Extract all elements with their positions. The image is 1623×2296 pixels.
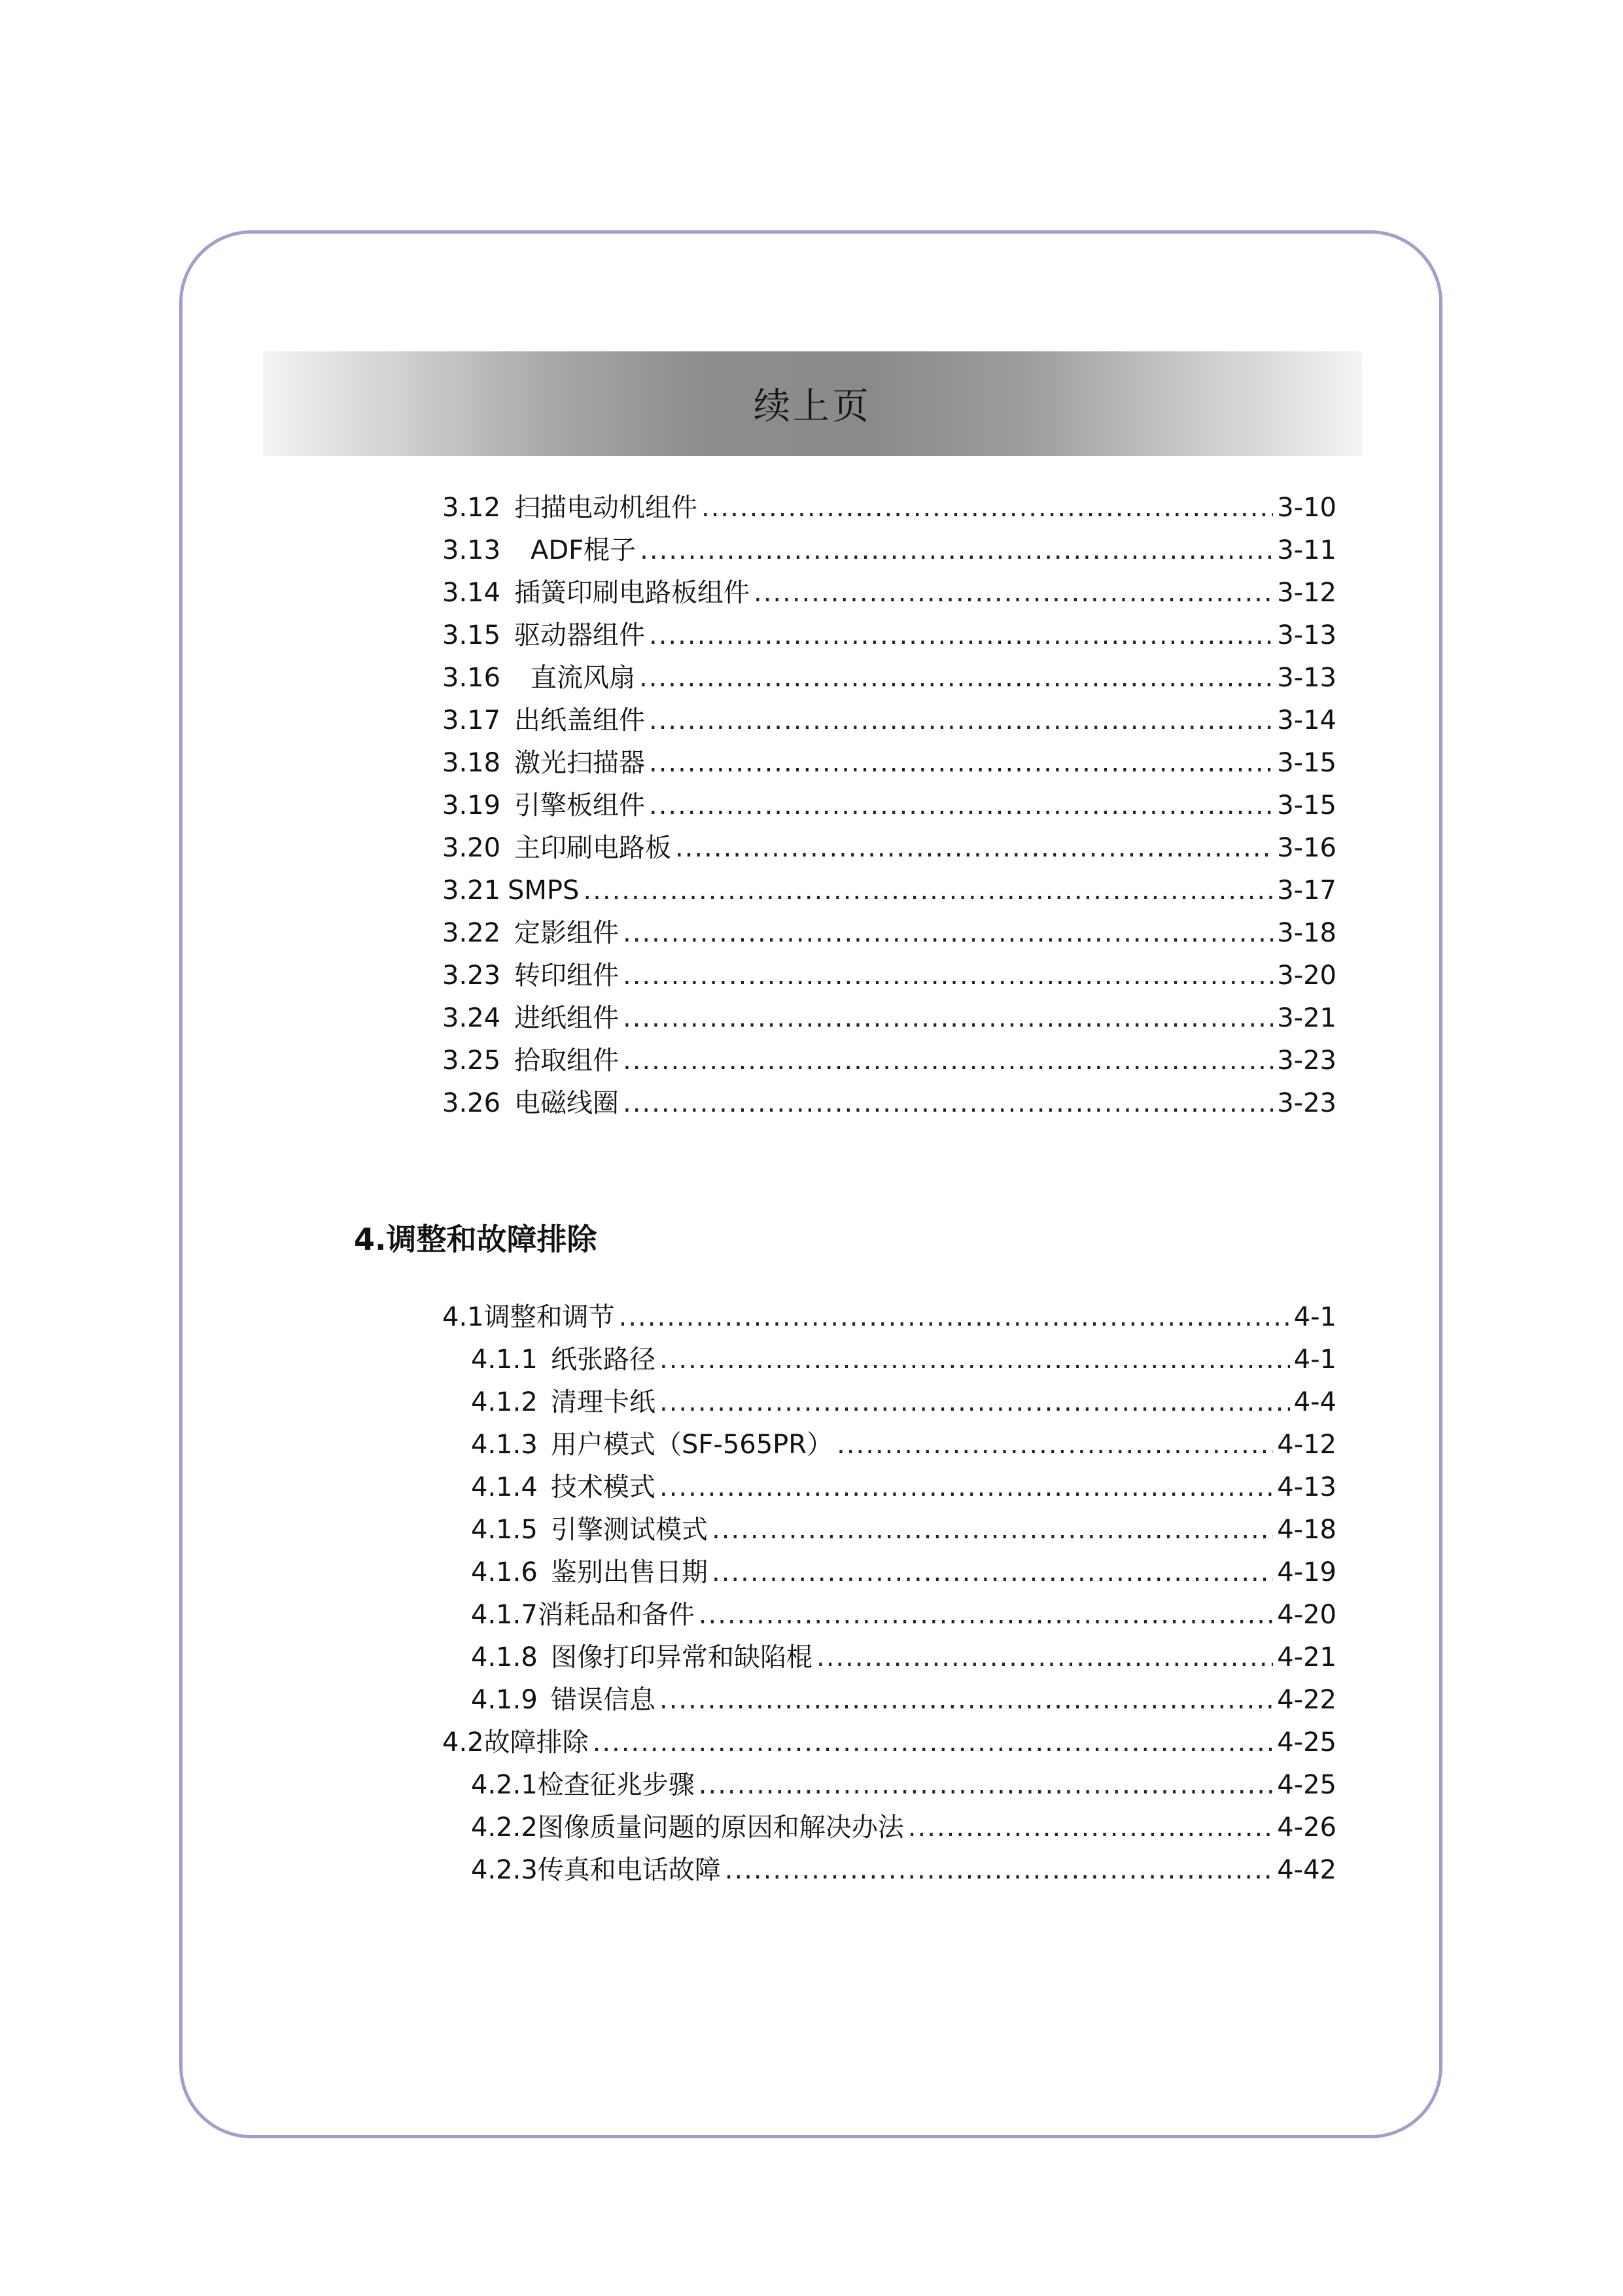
- toc-entry-title: 驱动器组件: [514, 620, 645, 650]
- toc-entry-number: 3.19: [442, 790, 501, 821]
- toc-entry-title: 出纸盖组件: [514, 705, 645, 735]
- toc-entry-number: 4.2.3: [471, 1855, 538, 1885]
- toc-entry-number: 4.1.7: [471, 1600, 538, 1630]
- toc-entry-page: 3-18: [1277, 918, 1336, 948]
- dot-leader: [593, 1723, 1274, 1762]
- toc-entry-title: 鉴别出售日期: [551, 1557, 708, 1587]
- toc-entry-title: 拾取组件: [514, 1046, 619, 1076]
- toc-entry-title: 引擎板组件: [514, 790, 645, 821]
- toc-entry-title: 直流风扇: [531, 663, 635, 693]
- toc-entry[interactable]: [442, 871, 1336, 910]
- toc-entry[interactable]: [442, 1723, 1336, 1762]
- toc-entry-number: 4.1.5: [471, 1515, 538, 1545]
- dot-leader: [701, 488, 1273, 527]
- toc-entry-number: 3.14: [442, 578, 501, 608]
- toc-entry-number: 3.20: [442, 833, 501, 863]
- toc-entry-page: 4-13: [1277, 1472, 1336, 1502]
- toc-entry-page: 3-12: [1277, 578, 1336, 608]
- dot-leader: [623, 998, 1273, 1038]
- toc-entry[interactable]: [442, 956, 1336, 995]
- toc-entry[interactable]: [471, 1510, 1336, 1549]
- toc-entry-title: 技术模式: [551, 1472, 655, 1502]
- toc-entry-number: 4.2: [442, 1727, 484, 1757]
- toc-entry-number: 4.1.2: [471, 1387, 538, 1417]
- dot-leader: [725, 1850, 1273, 1890]
- dot-leader: [908, 1808, 1273, 1847]
- toc-entry-number: 3.24: [442, 1003, 501, 1033]
- toc-entry-title: 传真和电话故障: [537, 1855, 721, 1885]
- toc-entry-title: 进纸组件: [514, 1003, 619, 1033]
- toc-entry-title: ADF棍子: [531, 535, 637, 565]
- toc-entry-title: 用户模式（SF-565PR）: [551, 1430, 833, 1460]
- toc-entry-page: 4-42: [1277, 1855, 1336, 1885]
- toc-entry-title: 清理卡纸: [551, 1387, 655, 1417]
- toc-entry-number: 3.17: [442, 705, 501, 735]
- toc-entry-page: 4-20: [1277, 1600, 1336, 1630]
- toc-entry-number: 3.13: [442, 535, 501, 565]
- toc-entry[interactable]: [442, 1298, 1336, 1337]
- banner-title: 续上页: [754, 385, 871, 428]
- dot-leader: [640, 531, 1273, 570]
- toc-entry-number: 3.22: [442, 918, 501, 948]
- toc-entry-title: 错误信息: [551, 1685, 655, 1715]
- toc-entry-page: 3-23: [1277, 1088, 1336, 1118]
- toc-entry[interactable]: [442, 998, 1336, 1038]
- toc-entry-number: 4.1.3: [471, 1430, 538, 1460]
- toc-entry[interactable]: [442, 828, 1336, 868]
- toc-entry-number: 3.25: [442, 1046, 501, 1076]
- toc-entry[interactable]: [442, 1041, 1336, 1080]
- dot-leader: [712, 1553, 1273, 1592]
- toc-entry-page: 3-14: [1277, 705, 1336, 735]
- toc-entry[interactable]: [442, 701, 1336, 740]
- toc-entry-number: 3.18: [442, 748, 501, 778]
- toc-entry[interactable]: [442, 743, 1336, 783]
- dot-leader: [649, 616, 1273, 655]
- toc-entry[interactable]: [471, 1808, 1336, 1847]
- toc-entry[interactable]: [471, 1850, 1336, 1890]
- toc-entry-title: 图像打印异常和缺陷棍: [551, 1642, 812, 1672]
- toc-entry-number: 4.2.1: [471, 1770, 538, 1800]
- dot-leader: [623, 1084, 1273, 1123]
- dot-leader: [649, 701, 1273, 740]
- toc-entry-page: 3-23: [1277, 1046, 1336, 1076]
- dot-leader: [659, 1680, 1273, 1720]
- toc-entry-title: 消耗品和备件: [537, 1600, 695, 1630]
- toc-entry-number: 4.1.9: [471, 1685, 538, 1715]
- toc-entry-page: 4-25: [1277, 1727, 1336, 1757]
- toc-entry-title: 纸张路径: [551, 1345, 655, 1375]
- toc-entry[interactable]: [442, 786, 1336, 825]
- dot-leader: [659, 1383, 1290, 1422]
- toc-entry-title: SMPS: [508, 875, 580, 906]
- dot-leader: [639, 658, 1273, 698]
- toc-entry-title: 引擎测试模式: [551, 1515, 708, 1545]
- toc-entry-page: 3-13: [1277, 663, 1336, 693]
- toc-entry-number: 3.26: [442, 1088, 501, 1118]
- toc-entry-number: 3.12: [442, 493, 501, 523]
- toc-entry[interactable]: [471, 1553, 1336, 1592]
- toc-entry-title: 插簧印刷电路板组件: [514, 578, 750, 608]
- toc-entry-title: 激光扫描器: [514, 748, 645, 778]
- toc-entry-page: 3-20: [1277, 961, 1336, 991]
- toc-entry-page: 4-22: [1277, 1685, 1336, 1715]
- toc-entry[interactable]: [442, 658, 1336, 698]
- dot-leader: [649, 786, 1273, 825]
- dot-leader: [623, 956, 1273, 995]
- toc-entry-page: 3-15: [1277, 748, 1336, 778]
- toc-entry[interactable]: [442, 913, 1336, 953]
- dot-leader: [699, 1765, 1273, 1805]
- toc-entry-number: 3.23: [442, 961, 501, 991]
- toc-entry-page: 3-15: [1277, 790, 1336, 821]
- toc-entry-page: 4-26: [1277, 1812, 1336, 1843]
- toc-entry-page: 4-12: [1277, 1430, 1336, 1460]
- toc-entry-page: 3-17: [1277, 875, 1336, 906]
- toc-entry-title: 主印刷电路板: [514, 833, 671, 863]
- toc-entry-title: 故障排除: [483, 1727, 589, 1757]
- toc-entry-page: 3-21: [1277, 1003, 1336, 1033]
- toc-entry[interactable]: [442, 573, 1336, 612]
- dot-leader: [675, 828, 1273, 868]
- toc-entry-number: 3.15: [442, 620, 501, 650]
- toc-entry-number: 4.1.4: [471, 1472, 538, 1502]
- toc-entry[interactable]: [471, 1468, 1336, 1507]
- dot-leader: [583, 871, 1273, 910]
- toc-entry[interactable]: [471, 1383, 1336, 1422]
- toc-entry-page: 3-10: [1277, 493, 1336, 523]
- toc-entry-title: 检查征兆步骤: [537, 1770, 695, 1800]
- toc-entry-number: 4.1.6: [471, 1557, 538, 1587]
- toc-entry-number: 4.1.8: [471, 1642, 538, 1672]
- toc-entry-title: 电磁线圈: [514, 1088, 619, 1118]
- toc-entry[interactable]: [471, 1425, 1336, 1464]
- dot-leader: [623, 1041, 1273, 1080]
- dot-leader: [659, 1340, 1290, 1379]
- toc-entry[interactable]: [471, 1765, 1336, 1805]
- toc-entry[interactable]: [442, 488, 1336, 527]
- toc-entry-title: 转印组件: [514, 961, 619, 991]
- toc-entry-page: 4-1: [1293, 1345, 1336, 1375]
- dot-leader: [712, 1510, 1273, 1549]
- toc-entry[interactable]: [471, 1340, 1336, 1379]
- section-4-heading: 4.调整和故障排除: [354, 1222, 597, 1257]
- toc-entry-page: 3-13: [1277, 620, 1336, 650]
- toc-entry-page: 4-1: [1293, 1302, 1336, 1332]
- toc-entry[interactable]: [471, 1680, 1336, 1720]
- toc-entry[interactable]: [442, 1084, 1336, 1123]
- toc-entry-page: 4-19: [1277, 1557, 1336, 1587]
- toc-entry-page: 4-25: [1277, 1770, 1336, 1800]
- toc-entry-number: 4.1: [442, 1302, 484, 1332]
- toc-entry-title: 定影组件: [514, 918, 619, 948]
- dot-leader: [816, 1638, 1273, 1677]
- toc-entry[interactable]: [442, 616, 1336, 655]
- toc-entry-page: 4-21: [1277, 1642, 1336, 1672]
- dot-leader: [649, 743, 1273, 783]
- toc-entry-title: 扫描电动机组件: [514, 493, 697, 523]
- toc-entry-number: 4.2.2: [471, 1812, 538, 1843]
- toc-entry-page: 3-16: [1277, 833, 1336, 863]
- dot-leader: [619, 1298, 1290, 1337]
- dot-leader: [837, 1425, 1273, 1464]
- toc-entry-number: 4.1.1: [471, 1345, 538, 1375]
- toc-entry-number: 3.21: [442, 875, 501, 906]
- dot-leader: [659, 1468, 1273, 1507]
- toc-entry[interactable]: [471, 1638, 1336, 1677]
- toc-entry[interactable]: [471, 1595, 1336, 1634]
- toc-entry-number: 3.16: [442, 663, 501, 693]
- toc-entry-page: 3-11: [1277, 535, 1336, 565]
- toc-entry-page: 4-4: [1293, 1387, 1336, 1417]
- toc-entry[interactable]: [442, 531, 1336, 570]
- dot-leader: [623, 913, 1273, 953]
- dot-leader: [754, 573, 1273, 612]
- dot-leader: [699, 1595, 1273, 1634]
- toc-entry-page: 4-18: [1277, 1515, 1336, 1545]
- toc-entry-title: 调整和调节: [483, 1302, 615, 1332]
- toc-entry-title: 图像质量问题的原因和解决办法: [537, 1812, 904, 1843]
